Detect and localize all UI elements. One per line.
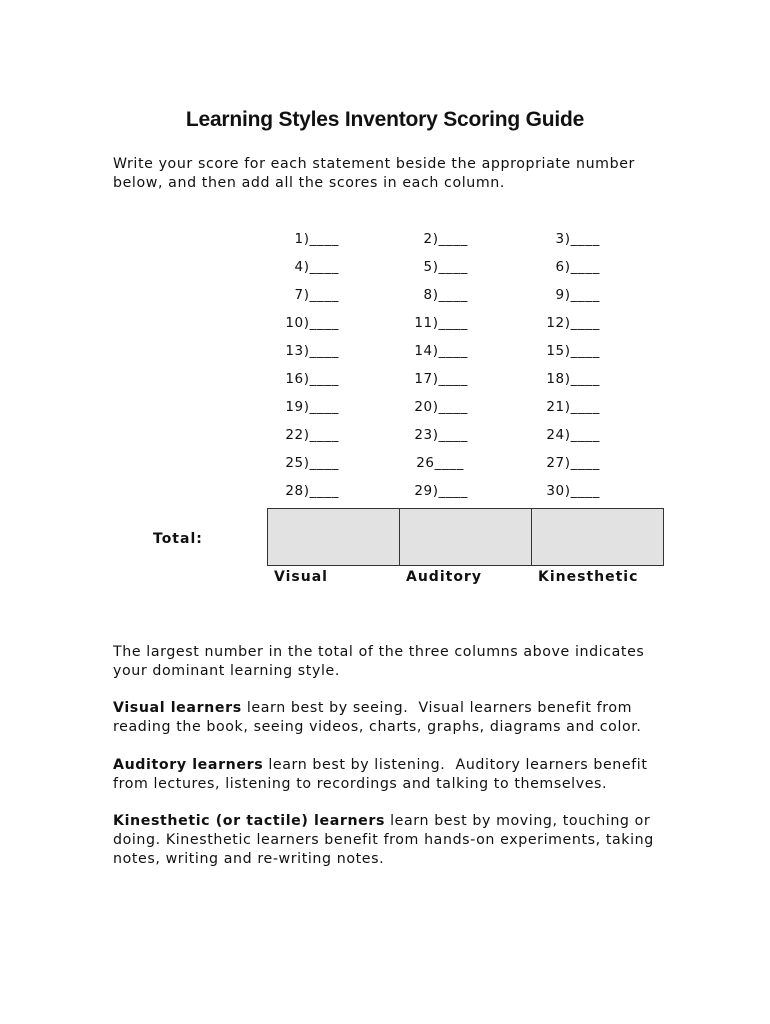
visual-line-1: learn best by seeing. Visual learners benefit from — [241, 700, 633, 716]
total-box-kinesthetic[interactable] — [531, 508, 664, 566]
score-entry[interactable]: 22)____ — [285, 427, 339, 443]
intro-line-1: The largest number in the total of the three columns above indicates — [113, 644, 645, 660]
score-row — [0, 259, 770, 279]
score-entry[interactable]: 10)____ — [285, 315, 339, 331]
intro-paragraph — [113, 643, 673, 681]
score-entry[interactable]: 19)____ — [285, 399, 339, 415]
instructions — [113, 155, 673, 193]
kinesthetic-line-1: learn best by moving, touching or — [385, 813, 651, 829]
score-entry[interactable]: 29)____ — [414, 483, 468, 499]
kinesthetic-paragraph — [113, 812, 673, 869]
score-entry[interactable]: 16)____ — [285, 371, 339, 387]
page-title: Learning Styles Inventory Scoring Guide — [185, 108, 585, 131]
score-row — [0, 343, 770, 363]
score-entry[interactable]: 25)____ — [285, 455, 339, 471]
kinesthetic-line-3: notes, writing and re-writing notes. — [113, 851, 385, 867]
score-entry[interactable]: 7)____ — [294, 287, 339, 303]
score-row — [0, 455, 770, 475]
total-box-visual[interactable] — [267, 508, 400, 566]
visual-line-2: reading the book, seeing videos, charts, graphs, diagrams and color. — [113, 719, 642, 735]
score-entry[interactable]: 30)____ — [546, 483, 600, 499]
score-entry[interactable]: 28)____ — [285, 483, 339, 499]
score-entry[interactable]: 1)____ — [294, 231, 339, 247]
score-entry[interactable]: 23)____ — [414, 427, 468, 443]
score-entry[interactable]: 2)____ — [423, 231, 468, 247]
visual-paragraph — [113, 699, 673, 737]
score-entry[interactable]: 11)____ — [414, 315, 468, 331]
column-label-visual: Visual — [274, 569, 328, 585]
score-entry[interactable]: 27)____ — [546, 455, 600, 471]
column-label-auditory: Auditory — [406, 569, 482, 585]
score-row — [0, 315, 770, 335]
score-row — [0, 231, 770, 251]
score-entry[interactable]: 18)____ — [546, 371, 600, 387]
score-entry[interactable]: 26____ — [416, 455, 464, 471]
visual-term: Visual learners — [113, 700, 242, 716]
kinesthetic-term: Kinesthetic (or tactile) learners — [113, 813, 386, 829]
instructions-line-1: Write your score for each statement beside the appropriate number — [113, 156, 635, 172]
kinesthetic-line-2: doing. Kinesthetic learners benefit from hands-on experiments, taking — [113, 832, 654, 848]
auditory-term: Auditory learners — [113, 757, 264, 773]
score-entry[interactable]: 17)____ — [414, 371, 468, 387]
score-row — [0, 287, 770, 307]
score-entry[interactable]: 24)____ — [546, 427, 600, 443]
score-row — [0, 483, 770, 503]
score-entry[interactable]: 14)____ — [414, 343, 468, 359]
total-box-auditory[interactable] — [399, 508, 532, 566]
score-entry[interactable]: 12)____ — [546, 315, 600, 331]
auditory-line-1: learn best by listening. Auditory learners benefit — [263, 757, 648, 773]
score-entry[interactable]: 9)____ — [555, 287, 600, 303]
instructions-line-2: below, and then add all the scores in each column. — [113, 175, 505, 191]
score-entry[interactable]: 6)____ — [555, 259, 600, 275]
total-label: Total: — [153, 531, 203, 547]
auditory-line-2: from lectures, listening to recordings and talking to themselves. — [113, 776, 608, 792]
score-entry[interactable]: 13)____ — [285, 343, 339, 359]
score-entry[interactable]: 21)____ — [546, 399, 600, 415]
score-entry[interactable]: 15)____ — [546, 343, 600, 359]
auditory-paragraph — [113, 756, 673, 794]
column-label-kinesthetic: Kinesthetic — [538, 569, 639, 585]
intro-line-2: your dominant learning style. — [113, 663, 340, 679]
score-entry[interactable]: 3)____ — [555, 231, 600, 247]
score-entry[interactable]: 4)____ — [294, 259, 339, 275]
score-entry[interactable]: 8)____ — [423, 287, 468, 303]
score-row — [0, 371, 770, 391]
score-row — [0, 427, 770, 447]
score-entry[interactable]: 20)____ — [414, 399, 468, 415]
score-entry[interactable]: 5)____ — [423, 259, 468, 275]
score-row — [0, 399, 770, 419]
